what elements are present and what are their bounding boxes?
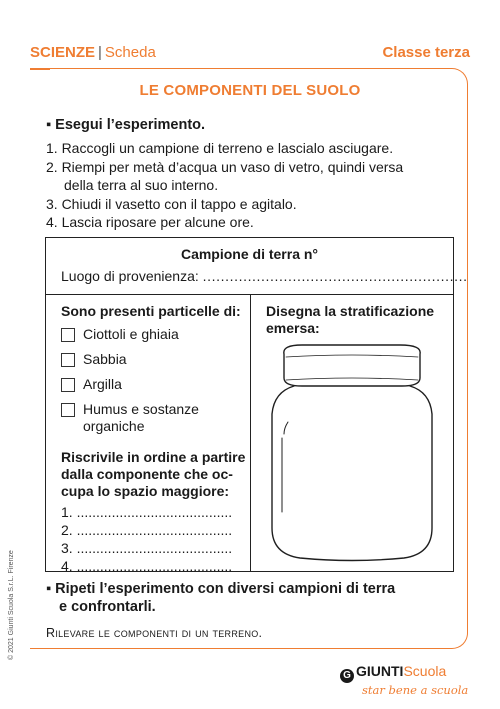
publisher-logo xyxy=(340,663,446,683)
subject-label: SCIENZE xyxy=(30,44,96,61)
sample-number-field[interactable]: Campione di terra n° xyxy=(180,246,319,262)
rank-line-1[interactable]: 1. ........................................ xyxy=(61,504,233,520)
particle-label xyxy=(83,401,199,435)
page-title: LE COMPONENTI DEL SUOLO xyxy=(139,82,361,99)
checkbox[interactable] xyxy=(61,403,75,417)
subject-header xyxy=(30,44,156,61)
sheet-type-label: Scheda xyxy=(104,44,156,61)
instruction-heading: ▪ Esegui l’esperimento. xyxy=(46,117,206,133)
closing-line-1: ▪ Ripeti l’esperimento con diversi campioni di terra xyxy=(46,581,396,597)
draw-title xyxy=(266,303,434,337)
step-2: 2. Riempi per metà d’acqua un vaso di vetro, quindi versa xyxy=(46,158,404,175)
table-divider-vertical xyxy=(250,294,251,572)
particle-option-ciottoli[interactable] xyxy=(61,326,179,343)
order-instructions-line-3: cupa lo spazio maggiore: xyxy=(61,483,230,499)
particle-label: Ciottoli e ghiaia xyxy=(83,326,179,342)
order-instructions-line-2: dalla componente che oc- xyxy=(61,466,233,482)
grade-label: Classe terza xyxy=(382,44,470,61)
steps-list xyxy=(46,139,456,232)
giunti-g-icon: G xyxy=(340,669,354,683)
frame-top-stub xyxy=(30,68,50,70)
origin-dots: ........................................................... xyxy=(202,268,468,284)
origin-label: Luogo di provenienza: xyxy=(61,268,199,284)
order-instructions-line-1: Riscrivile in ordine a partire xyxy=(61,449,246,465)
particle-option-sabbia[interactable] xyxy=(61,351,127,368)
step-4: 4. Lascia riposare per alcune ore. xyxy=(46,214,254,230)
particle-option-argilla[interactable] xyxy=(61,376,122,393)
particle-option-humus[interactable] xyxy=(61,401,199,435)
rank-line-3[interactable]: 3. ........................................ xyxy=(61,540,233,556)
copyright-notice: © 2021 Giunti Scuola S.r.L. Firenze xyxy=(8,550,15,660)
particle-label-line-1: Humus e sostanze xyxy=(83,401,199,417)
publisher-tagline: star bene a scuola xyxy=(362,683,469,697)
particle-label-line-2: organiche xyxy=(83,418,145,434)
checkbox[interactable] xyxy=(61,353,75,367)
order-instructions xyxy=(61,449,245,500)
step-3: 3. Chiudi il vasetto con il tappo e agitalo. xyxy=(46,195,297,212)
brand-name-suffix: Scuola xyxy=(403,663,447,679)
draw-title-line-1: Disegna la stratificazione xyxy=(266,303,435,319)
draw-title-line-2: emersa: xyxy=(266,320,320,336)
jar-drawing-area[interactable] xyxy=(262,342,442,564)
header-separator: | xyxy=(98,44,102,61)
particle-label: Argilla xyxy=(83,376,122,392)
checkbox[interactable] xyxy=(61,378,75,392)
step-2-continued: della terra al suo interno. xyxy=(64,177,219,193)
origin-field[interactable] xyxy=(61,268,468,284)
closing-instruction xyxy=(46,580,395,616)
closing-line-2: e confrontarli. xyxy=(59,599,156,615)
learning-objective-caption: Rilevare le componenti di un terreno. xyxy=(46,626,263,640)
rank-line-2[interactable]: 2. ........................................ xyxy=(61,522,233,538)
checkbox[interactable] xyxy=(61,328,75,342)
particle-label: Sabbia xyxy=(83,351,127,367)
step-1: 1. Raccogli un campione di terreno e lascialo asciugare. xyxy=(46,140,394,156)
rank-line-4[interactable]: 4. ........................................ xyxy=(61,558,233,574)
brand-name: GIUNTI xyxy=(356,663,404,679)
particles-title: Sono presenti particelle di: xyxy=(61,303,241,319)
